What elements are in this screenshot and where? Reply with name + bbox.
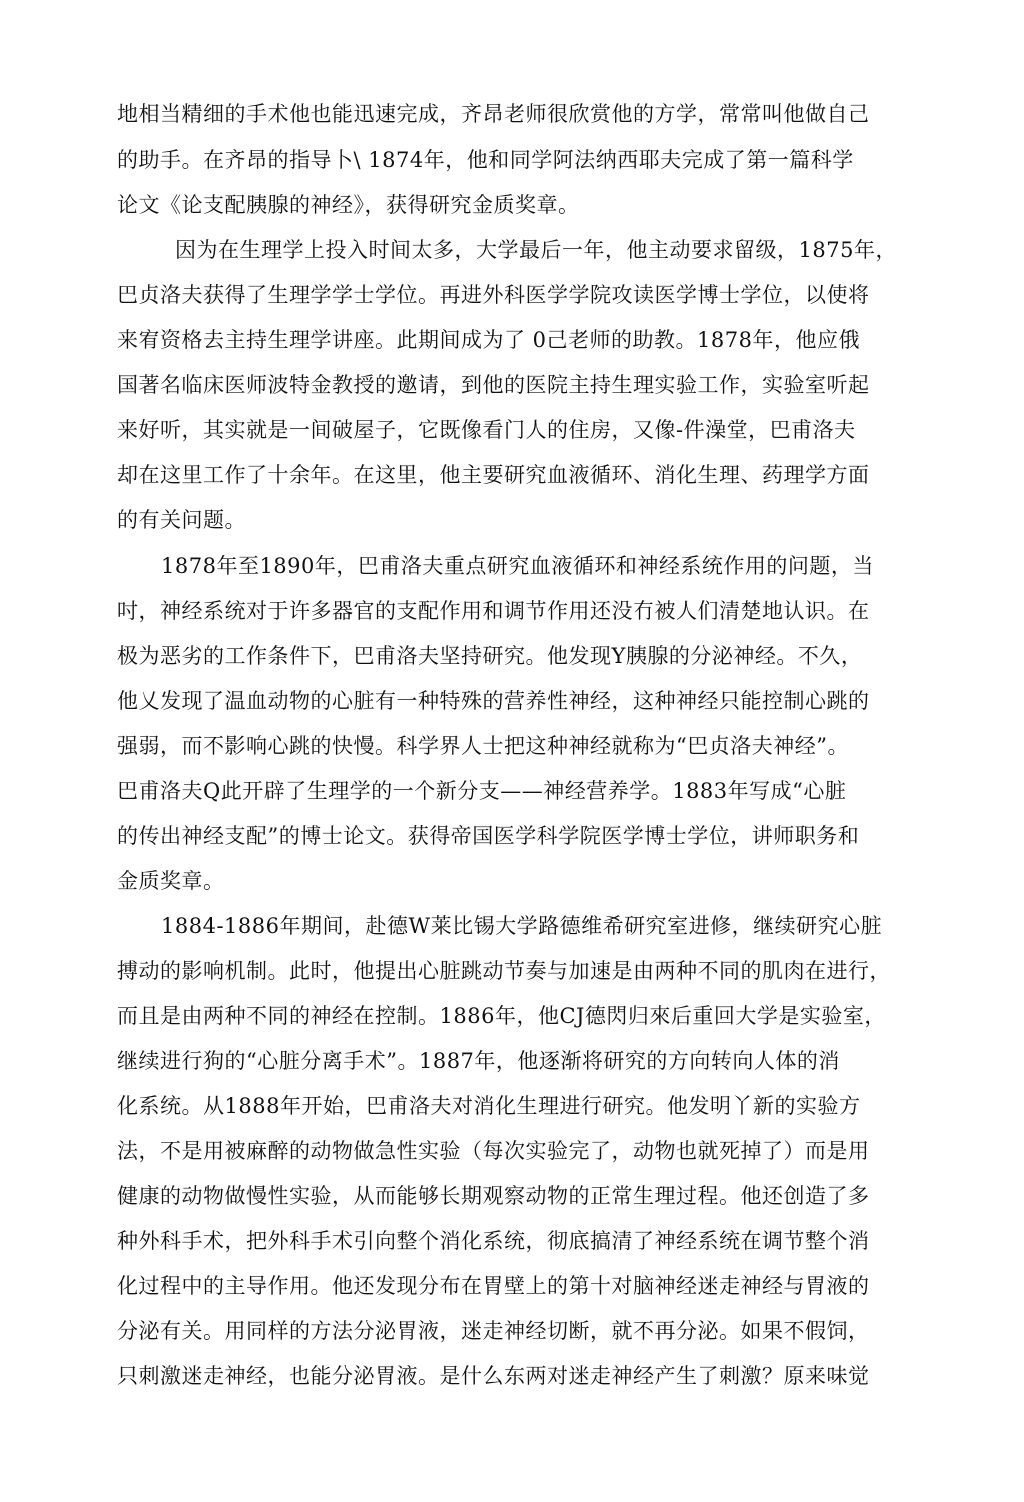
text-line: 法，不是用被麻醉的动物做急性实验（每次实验完了，动物也就死掉了）而是用 xyxy=(117,1139,870,1163)
text-line: 化过程中的主导作用。他还发现分布在胃壁上的第十对脑神经迷走神经与胃液的 xyxy=(117,1274,870,1298)
text-line: 1878年至1890年，巴甫洛夫重点研究血液循环和神经系统作用的问题，当 xyxy=(161,554,874,578)
text-line: 种外科手术，把外科手术引向整个消化系统，彻底搞清了神经系统在调节整个消 xyxy=(117,1229,870,1253)
text-line: 他乂发现了温血动物的心脏有一种特殊的营养性神经，这种神经只能控制心跳的 xyxy=(117,689,870,713)
text-line: 的有关问题。 xyxy=(117,508,246,532)
text-line: 而且是由两种不同的神经在控制。1886年，他CJ德閃归來后重回大学是实验室， xyxy=(117,1004,886,1028)
text-line: 继续进行狗的“心脏分离手术”。1887年，他逐渐将研究的方向转向人体的消 xyxy=(117,1049,840,1073)
text-line: 论文《论支配胰腺的神经》，获得研究金质奖章。 xyxy=(117,193,580,217)
text-line: 化系统。从1888年开始，巴甫洛夫对消化生理进行研究。他发明丫新的实验方 xyxy=(117,1094,861,1118)
text-line: 健康的动物做慢性实验，从而能够长期观察动物的正常生理过程。他还创造了多 xyxy=(117,1184,870,1208)
text-line: 来好听，其实就是一间破屋子，它既像看门人的住房，又像-件澡堂，巴甫洛夫 xyxy=(117,418,856,442)
text-line: 巴贞洛夫获得了生理学学士学位。再进外科医学学院攻读医学博士学位，以使将 xyxy=(117,283,870,307)
text-line: 强弱，而不影响心跳的快慢。科学界人士把这种神经就称为“巴贞洛夫神经”。 xyxy=(117,734,849,758)
text-line: 金质奖章。 xyxy=(117,869,225,893)
text-line: 因为在生理学上投入时间太多，大学最后一年，他主动要求留级，1875年， xyxy=(175,238,897,262)
text-line: 的助手。在齐昂的指导卜\ 1874年，他和同学阿法纳西耶夫完成了第一篇科学 xyxy=(117,148,854,172)
text-line: 却在这里工作了十余年。在这里，他主要研究血液循环、消化生理、药理学方面 xyxy=(117,463,870,487)
text-line: 来宥资格去主持生理学讲座。此期间成为了 0己老师的助教。1878年，他应俄 xyxy=(117,328,860,352)
text-line: 巴甫洛夫Q此开辟了生理学的一个新分支——神经营养学。1883年写成“心脏 xyxy=(117,779,847,803)
text-line: 搏动的影响机制。此时，他提出心脏跳动节奏与加速是由两种不同的肌肉在进行， xyxy=(117,959,891,983)
text-line: 极为恶劣的工作条件下，巴甫洛夫坚持研究。他发现Y胰腺的分泌神经。不久， xyxy=(117,644,863,668)
text-line: 1884-1886年期间，赴德W莱比锡大学路德维希研究室进修，继续研究心脏 xyxy=(161,914,883,938)
text-line: 只刺激迷走神经，也能分泌胃液。是什么东两对迷走神经产生了刺激？原来味觉 xyxy=(117,1364,870,1388)
text-line: 分泌有关。用同样的方法分泌胃液，迷走神经切断，就不再分泌。如果不假饲， xyxy=(117,1319,870,1343)
text-line: 的传出神经支配”的博士论文。获得帝国医学科学院医学博士学位，讲师职务和 xyxy=(117,824,860,848)
text-line: 地相当精细的手术他也能迅速完成，齐昂老师很欣赏他的方学，常常叫他做自己 xyxy=(117,102,870,126)
text-line: 吋，神经系统对于许多器官的支配作用和调节作用还没冇被人们清楚地认识。在 xyxy=(117,599,870,623)
text-line: 国著名临床医师波特金教授的邀请，到他的医院主持生理实验工作，实验室听起 xyxy=(117,373,870,397)
